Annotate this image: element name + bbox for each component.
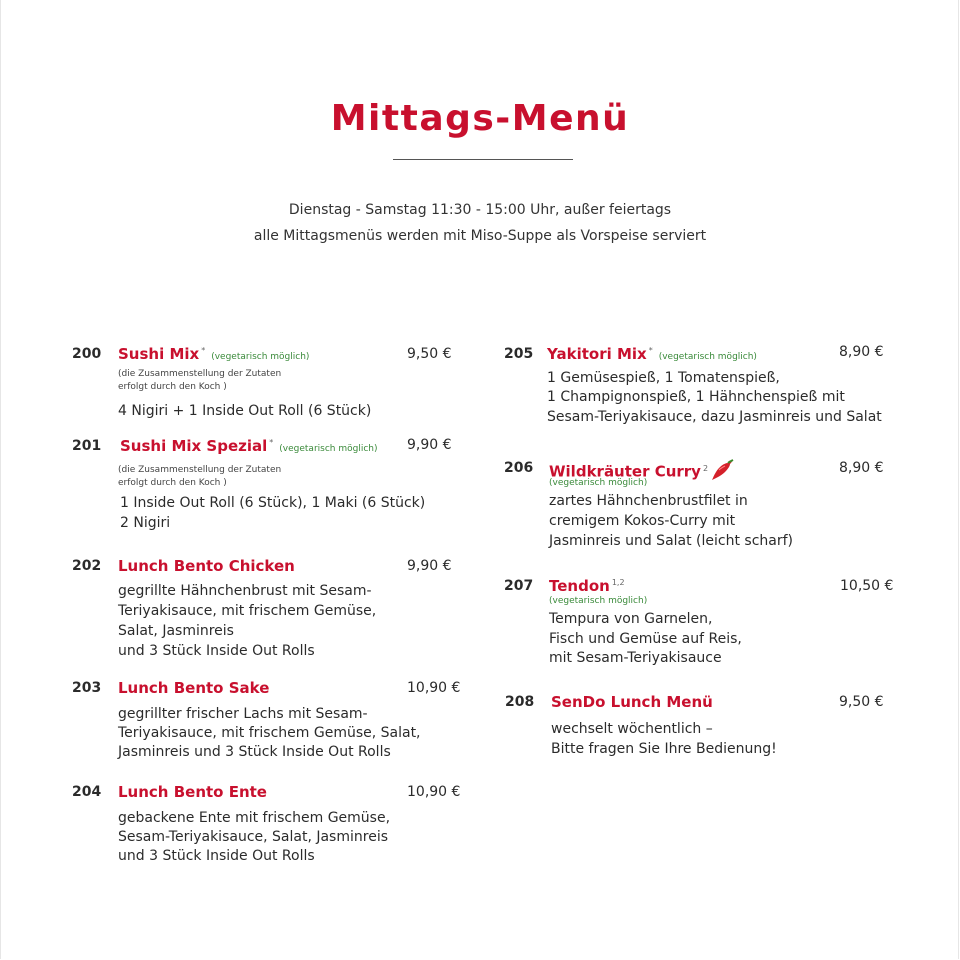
item-footnote-marker: * [201,346,206,355]
item-price: 8,90 € [839,344,884,360]
item-price: 9,50 € [407,346,452,362]
vegetarian-note: (vegetarisch möglich) [658,352,757,362]
item-description: zartes Hähnchenbrustfilet in [549,493,748,509]
item-note-line: erfolgt durch den Koch ) [118,382,227,392]
item-description: 1 Inside Out Roll (6 Stück), 1 Maki (6 Stück) [120,495,426,511]
item-description: 4 Nigiri + 1 Inside Out Roll (6 Stück) [118,403,372,419]
item-description: 1 Champignonspieß, 1 Hähnchenspieß mit [547,389,845,405]
item-description: gegrillte Hähnchenbrust mit Sesam- [118,583,372,599]
item-description: Jasminreis und Salat (leicht scharf) [549,533,794,549]
item-name: Lunch Bento Ente [118,783,267,801]
page-title: Mittags-Menü [330,98,630,139]
item-note-line: (die Zusammenstellung der Zutaten [118,465,282,475]
item-price: 10,90 € [407,784,461,800]
item-note-line: erfolgt durch den Koch ) [118,478,227,488]
item-description: Tempura von Garnelen, [549,611,713,627]
item-name: Wildkräuter Curry $^2$ [549,459,736,485]
item-number: 204 [72,784,102,800]
item-name: Lunch Bento Sake [118,679,270,697]
item-name: Yakitori Mix *(vegetarisch möglich) [547,345,757,363]
item-number: 207 [504,578,534,594]
item-price: 10,90 € [407,680,461,696]
item-description: Fisch und Gemüse auf Reis, [549,631,742,647]
item-name: Tendon $^{1,2}$ [549,577,625,595]
item-description: Sesam-Teriyakisauce, dazu Jasminreis und Salat [547,409,882,425]
item-description: Sesam-Teriyakisauce, Salat, Jasminreis [118,829,388,845]
item-number: 208 [505,694,535,710]
item-description: und 3 Stück Inside Out Rolls [118,643,315,659]
item-price: 10,50 € [840,578,894,594]
item-description: Jasminreis und 3 Stück Inside Out Rolls [118,744,391,760]
item-price: 8,90 € [839,460,884,476]
vegetarian-note: (vegetarisch möglich) [549,596,648,606]
item-description: Teriyakisauce, mit frischem Gemüse, Salat, [118,725,421,741]
title-divider [393,159,573,160]
item-price: 9,90 € [407,437,452,453]
item-name: Sushi Mix Spezial *(vegetarisch möglich) [120,437,378,455]
item-number: 206 [504,460,534,476]
item-footnote-marker: * [269,438,274,447]
item-number: 202 [72,558,102,574]
item-note-line: (die Zusammenstellung der Zutaten [118,369,282,379]
item-description: 2 Nigiri [120,515,171,531]
item-number: 205 [504,346,534,362]
soup-note: alle Mittagsmenüs werden mit Miso-Suppe als Vorspeise serviert [253,228,707,244]
item-price: 9,90 € [407,558,452,574]
item-description: gebackene Ente mit frischem Gemüse, [118,810,391,826]
item-description: Bitte fragen Sie Ihre Bedienung! [551,741,777,757]
item-number: 203 [72,680,102,696]
opening-hours: Dienstag - Samstag 11:30 - 15:00 Uhr, außer feiertags [288,202,672,218]
item-footnote-marker: 1,2 [611,578,625,587]
item-number: 200 [72,346,102,362]
vegetarian-note: (vegetarisch möglich) [211,352,310,362]
item-number: 201 [72,438,102,454]
item-description: cremigem Kokos-Curry mit [549,513,736,529]
item-name: Lunch Bento Chicken [118,557,295,575]
item-description: mit Sesam-Teriyakisauce [549,650,722,666]
item-description: wechselt wöchentlich – [551,721,713,737]
item-footnote-marker: 2 [702,463,709,473]
item-name: Sushi Mix *(vegetarisch möglich) [118,345,310,363]
item-description: gegrillter frischer Lachs mit Sesam- [118,706,368,722]
item-description: Teriyakisauce, mit frischem Gemüse, [118,603,377,619]
item-description: 1 Gemüsespieß, 1 Tomatenspieß, [547,370,780,386]
item-description: Salat, Jasminreis [118,623,234,639]
vegetarian-note: (vegetarisch möglich) [549,478,648,488]
item-price: 9,50 € [839,694,884,710]
chili-pepper-icon [710,459,736,485]
vegetarian-note: (vegetarisch möglich) [279,444,378,454]
item-name: SenDo Lunch Menü [551,693,713,711]
item-description: und 3 Stück Inside Out Rolls [118,848,315,864]
item-footnote-marker: * [648,346,653,355]
